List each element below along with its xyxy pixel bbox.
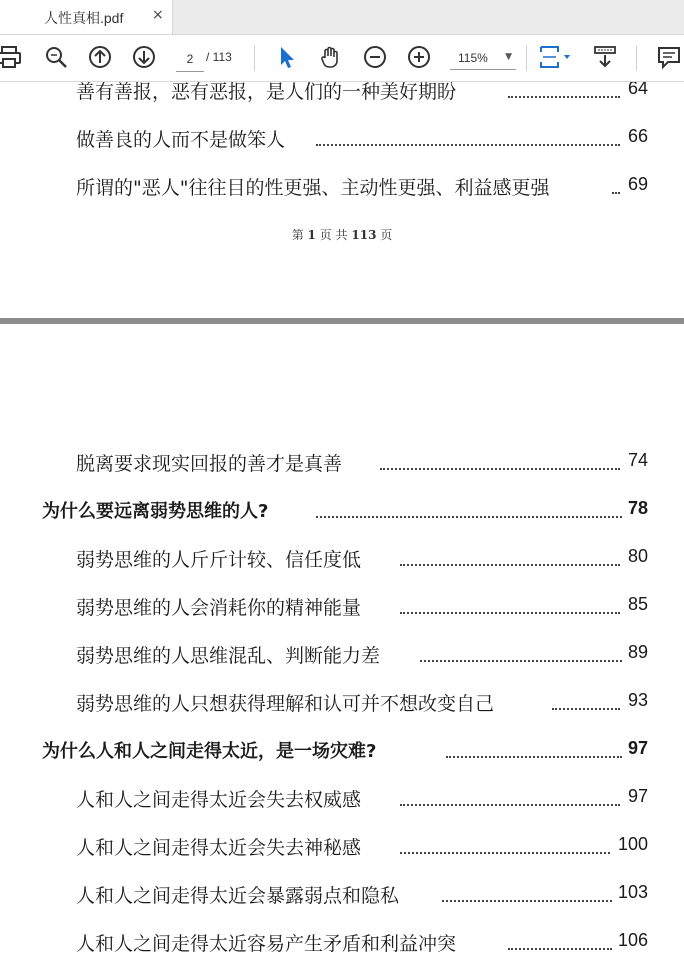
- toc-entry-page: 69: [627, 174, 648, 194]
- toc-leader: [400, 612, 620, 614]
- toc-entry-title: 弱势思维的人会消耗你的精神能量: [76, 597, 362, 619]
- toc-chapter-title: 为什么人和人之间走得太近，是一场灾难?: [42, 741, 377, 762]
- toc-entry-title: 善有善报，恶有恶报，是人们的一种美好期盼: [76, 82, 457, 103]
- toc-entry-page: 100: [617, 834, 648, 854]
- toc-chapter-title: 为什么要远离弱势思维的人?: [42, 501, 269, 522]
- toc-entry[interactable]: [0, 785, 684, 813]
- toc-entry-page: 89: [627, 642, 648, 662]
- page-separator: [0, 318, 684, 324]
- select-pointer-icon[interactable]: [274, 44, 300, 70]
- toc-leader: [400, 804, 620, 806]
- toc-entry-title: 人和人之间走得太近容易产生矛盾和利益冲突: [76, 933, 457, 955]
- toc-chapter[interactable]: [0, 737, 684, 765]
- page-total: / 113: [206, 50, 232, 64]
- toc-entry-title: 弱势思维的人思维混乱、判断能力差: [76, 645, 381, 667]
- toc-entry-page: 85: [627, 594, 648, 614]
- toc-entry[interactable]: [0, 449, 684, 477]
- scroll-mode-icon[interactable]: [592, 44, 618, 70]
- toc-leader: [446, 756, 622, 758]
- zoom-value: 115%: [458, 51, 488, 65]
- page-down-icon[interactable]: [131, 44, 157, 70]
- toolbar-divider: [254, 45, 255, 71]
- print-icon[interactable]: [0, 44, 22, 70]
- toc-entry-page: 66: [627, 126, 648, 146]
- toc-entry[interactable]: [0, 881, 684, 909]
- toc-leader: [380, 468, 620, 470]
- zoom-search-icon[interactable]: [43, 44, 69, 70]
- document-viewer[interactable]: [0, 82, 684, 970]
- toc-entry[interactable]: [0, 173, 684, 201]
- toc-chapter[interactable]: [0, 497, 684, 525]
- toc-entry-page: 103: [617, 882, 648, 902]
- toc-entry[interactable]: [0, 833, 684, 861]
- toc-leader: [508, 948, 612, 950]
- toc-entry-page: 80: [627, 546, 648, 566]
- tab-title: 人性真相.pdf: [44, 10, 124, 26]
- fit-page-icon[interactable]: [538, 44, 574, 70]
- toc-leader: [316, 516, 622, 518]
- page-up-icon[interactable]: [87, 44, 113, 70]
- chevron-down-icon: ▼: [505, 52, 512, 62]
- toc-chapter-page: 78: [627, 498, 648, 518]
- toc-leader: [420, 660, 622, 662]
- comment-icon[interactable]: [656, 44, 682, 70]
- toc-entry-page: 74: [627, 450, 648, 470]
- toc-leader: [442, 900, 612, 902]
- toc-chapter-page: 97: [627, 738, 648, 758]
- toc-entry-title: 人和人之间走得太近会暴露弱点和隐私: [76, 885, 400, 907]
- hand-pan-icon[interactable]: [318, 44, 344, 70]
- toc-entry-title: 人和人之间走得太近会失去权威感: [76, 789, 362, 811]
- toc-entry-page: 97: [627, 786, 648, 806]
- toc-entry[interactable]: [0, 929, 684, 957]
- page-footer: 第 1 页 共 113 页: [291, 228, 393, 242]
- toc-entry-page: 106: [617, 930, 648, 950]
- toc-entry-page: 93: [627, 690, 648, 710]
- toolbar-divider: [526, 45, 527, 71]
- toc-entry[interactable]: [0, 689, 684, 717]
- zoom-select[interactable]: [450, 47, 516, 70]
- toc-entry-title: 弱势思维的人斤斤计较、信任度低: [76, 549, 362, 571]
- toc-entry[interactable]: [0, 545, 684, 573]
- toc-leader: [508, 96, 620, 98]
- toc-entry[interactable]: [0, 641, 684, 669]
- document-tab[interactable]: [0, 0, 173, 34]
- toolbar-divider: [636, 45, 637, 71]
- toc-entry-page: 64: [627, 82, 648, 98]
- toc-leader: [400, 852, 610, 854]
- page-number-input[interactable]: [176, 47, 204, 72]
- zoom-out-icon[interactable]: [362, 44, 388, 70]
- toc-leader: [612, 192, 620, 194]
- tab-bar: [0, 0, 684, 35]
- toc-leader: [400, 564, 620, 566]
- toc-entry[interactable]: [0, 82, 684, 105]
- zoom-in-icon[interactable]: [406, 44, 432, 70]
- toc-leader: [552, 708, 620, 710]
- toolbar: [0, 35, 684, 82]
- toc-leader: [316, 144, 620, 146]
- toc-entry-title: 做善良的人而不是做笨人: [76, 129, 286, 151]
- toc-entry[interactable]: [0, 593, 684, 621]
- toc-entry-title: 人和人之间走得太近会失去神秘感: [76, 837, 362, 859]
- toc-entry-title: 弱势思维的人只想获得理解和认可并不想改变自己: [76, 693, 495, 715]
- toc-entry[interactable]: [0, 125, 684, 153]
- toc-entry-title: 脱离要求现实回报的善才是真善: [76, 453, 343, 475]
- toc-entry-title: 所谓的"恶人"往往目的性更强、主动性更强、利益感更强: [76, 177, 550, 199]
- close-icon[interactable]: ×: [152, 7, 164, 23]
